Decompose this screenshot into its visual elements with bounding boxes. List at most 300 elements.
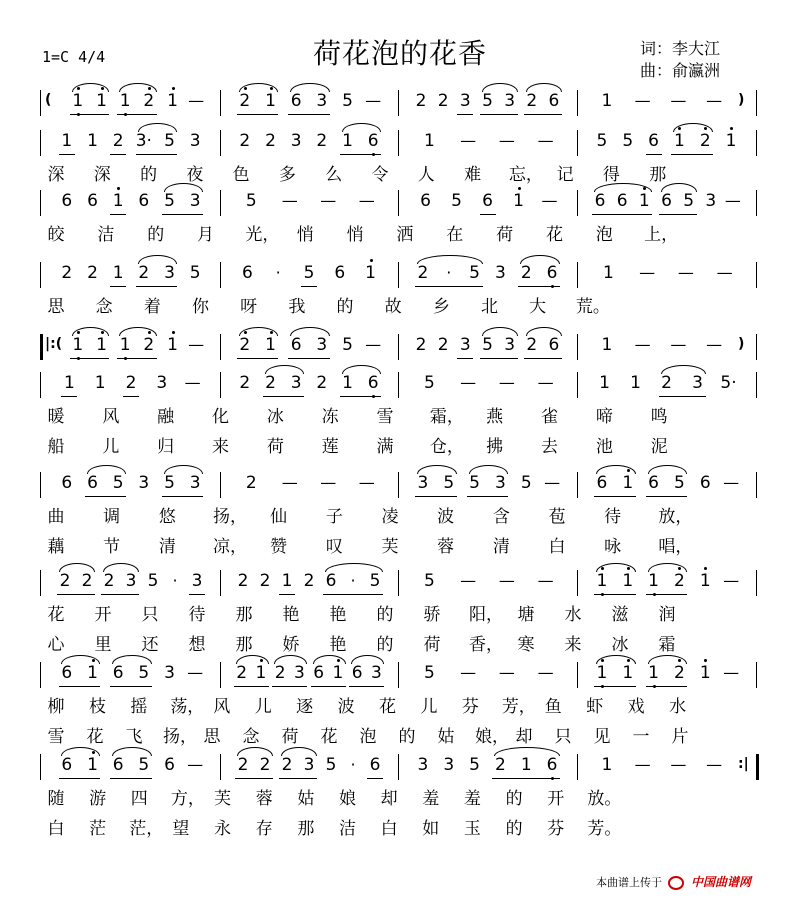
key-time-signature: 1=C 4/4 [42,48,106,66]
note: 1 [260,335,282,355]
lyrics-line [0,600,800,624]
lyric-char: 清 [492,537,510,557]
beam-underline [301,286,317,287]
slur [482,83,518,92]
lyric-char: 只 [141,605,159,625]
beam-underline [671,154,713,155]
slur [325,563,383,572]
beam-underline [524,358,562,359]
note: 5 [423,663,435,683]
note: 2 [81,571,93,591]
lyric-char: 仙 [270,507,288,527]
lyric-char: 荷 [496,225,514,245]
bar-line [398,754,399,780]
note: 2 [138,263,150,283]
bar-line [398,190,399,216]
note: 6 [548,335,560,355]
slur [119,83,157,92]
note: 2 [316,131,328,151]
lyric-char: 莲 [321,437,339,457]
note: 5 [369,571,381,591]
bar-line [577,372,578,398]
lyric-char: 羞 [422,789,440,809]
note: 5 [164,191,175,211]
lyric-char: 艳 [329,635,347,655]
slur [164,465,204,474]
note: 5 [342,335,353,355]
note: 2 [281,755,293,775]
lyric-char: 波 [337,697,355,717]
lyric-char: 蓉 [437,537,455,557]
lyric-char: 满 [376,437,394,457]
note: 1 [360,263,382,283]
lyric-char: 望 [172,819,190,839]
lyric-char: 娘， [475,727,509,747]
score-system [0,260,800,292]
note: 1 [67,335,89,355]
score-system [0,752,800,784]
lyric-char: 娘 [339,789,356,809]
lyric-char: 放， [658,507,693,527]
score-system [0,188,800,220]
slur [648,563,688,572]
lyric-char: 我 [288,297,306,317]
lyrics-line [0,220,800,244]
repeat-paren-close: ) [738,336,745,352]
lyric-char: 随 [47,789,65,809]
note: 1 [91,91,113,111]
note: 5 [245,191,257,211]
lyric-char: 风 [102,407,120,427]
note: 1 [601,335,613,355]
note: 3 [443,755,455,775]
lyric-char: 风 [213,697,231,717]
bar-line [220,754,221,780]
bar-line [577,472,578,498]
lyric-char: 拂 [486,437,504,457]
lyric-char: 见 [593,727,611,747]
note: — [498,571,515,590]
slur [648,465,688,474]
note: 5 [189,263,201,283]
note: 1 [162,335,184,355]
bar-line [398,262,399,288]
beam-underline [659,396,706,397]
note: — [639,263,656,282]
note: 2 [437,91,449,111]
note: — [634,91,651,110]
note: — [498,373,515,392]
lyric-char: 片 [671,727,689,747]
note: 2 [112,131,124,151]
lyric-char: 那 [235,605,253,625]
note: 1 [94,373,106,393]
lyric-char: 艳 [329,605,347,625]
note: — [723,663,740,682]
lyric-char: 夜 [186,165,204,185]
note: 5 [147,571,159,591]
note: 1 [599,373,610,393]
note: — [358,191,375,210]
note: — [188,335,205,354]
note: 6 [541,755,563,775]
note: 2 [265,131,276,151]
beam-underline [594,594,636,595]
lyric-char: 泡 [359,727,377,747]
slur [290,83,330,92]
lyric-char: 含 [492,507,510,527]
bar-line [398,570,399,596]
note: 5· [720,373,737,393]
lyric-char: 忘， [508,165,543,185]
slur [239,83,279,92]
note: 5 [138,663,150,683]
slur [342,123,382,132]
note: 3 [293,663,305,683]
note: — [670,335,687,354]
note: 2 [668,663,690,683]
slur [526,83,562,92]
note: — [706,335,723,354]
note: — [537,571,554,590]
slur [61,655,101,664]
note: 2 [125,373,137,393]
slur [281,747,317,756]
note: · [350,755,356,774]
beam-underline [235,778,273,779]
note: 2 [526,91,538,111]
note: — [537,373,554,392]
note: 3· [135,131,152,151]
lyric-char: 藕 [47,537,65,557]
beam-underline [263,396,305,397]
lyric-char: 洒 [396,225,414,245]
score-system [0,568,800,600]
beam-underline [349,686,384,687]
beam-underline [480,214,496,215]
lyric-char: 北 [481,297,498,317]
lyrics-line [0,630,800,654]
bar-line [40,130,41,156]
lyric-char: 逐 [296,697,314,717]
composer-credit: 曲：俞瀛洲 [640,61,721,80]
lyric-char: 难 [464,165,482,185]
lyric-char: 润 [658,605,676,625]
lyric-char: 那 [649,165,667,185]
beam-underline [85,496,127,497]
note: 6 [648,131,659,151]
beam-underline [518,286,560,287]
beam-underline [457,358,473,359]
lyric-char: 花 [320,727,338,747]
note: 5 [325,755,337,775]
note: — [187,663,204,682]
repeat-paren-close: :| [738,756,749,772]
note: — [706,755,723,774]
lyric-char: 姑 [437,727,455,747]
note: — [670,91,687,110]
lyric-char: 调 [103,507,121,527]
note: 2 [274,663,286,683]
beam-underline [101,594,139,595]
lyric-char: 凌 [381,507,399,527]
note: — [187,755,204,774]
lyric-char: 白 [380,819,398,839]
slur [417,465,457,474]
beam-underline [340,396,382,397]
bar-line [577,570,578,596]
note: 2 [236,663,248,683]
note: 3 [494,263,506,283]
note: 6 [648,473,659,493]
lyric-char: 色 [232,165,250,185]
beam-underline [59,686,101,687]
note: 6 [313,663,325,683]
beam-underline [480,358,518,359]
note: 1 [87,131,98,151]
lyric-char: 那 [297,819,315,839]
note: 1 [327,663,349,683]
lyric-char: 儿 [102,437,120,457]
lyric-char: 虾 [586,697,604,717]
note: 2 [239,373,251,393]
note: 1 [602,263,614,283]
beam-underline [136,286,178,287]
lyric-char: 想 [188,635,206,655]
lyric-char: 荷 [423,635,441,655]
bar-line [398,130,399,156]
slur [482,327,518,336]
lyric-char: 艳 [282,605,300,625]
bar-line [220,334,221,360]
lyric-char: 荡， [170,697,205,717]
lyric-char: 去 [541,437,558,457]
beam-underline [70,114,110,115]
note: 3 [417,473,429,493]
note: 1 [591,663,613,683]
song-title: 荷花泡的花香 [312,37,487,70]
note: 5 [622,131,634,151]
lyric-char: 光， [245,225,280,245]
lyric-char: 冻 [321,407,339,427]
note: 6 [290,91,302,111]
note: 5 [303,263,315,283]
slur [138,255,178,264]
note: 5 [342,91,353,111]
lyric-char: 波 [437,507,455,527]
note: 1 [617,663,639,683]
bar-line [398,334,399,360]
note: — [358,473,375,492]
beam-underline [61,396,77,397]
note: 2 [661,373,672,393]
note: 1 [281,571,293,591]
note: 6 [548,91,560,111]
note: 6 [362,131,384,151]
bar-line [220,570,221,596]
beam-underline [110,214,126,215]
bar-line [398,90,399,116]
note: · [275,263,281,282]
bar-line [577,90,578,116]
lyric-char: 滋 [611,605,629,625]
note: 1 [342,131,353,151]
beam-underline [288,358,330,359]
lyric-char: 芳。 [587,819,622,839]
lyric-char: 深 [47,165,65,185]
note: 5 [164,131,175,151]
slur [417,255,483,264]
lyric-char: 叹 [325,537,343,557]
lyrics-line [0,722,800,746]
beam-underline [646,594,688,595]
bar-line [398,662,399,688]
slur [526,327,562,336]
repeat-paren-open: |:( [45,336,63,352]
note: — [498,663,515,682]
note: 1 [694,571,716,591]
note: 6 [362,373,384,393]
bar-line [220,130,221,156]
slur [87,465,127,474]
note: 3 [504,335,516,355]
lyric-char: 仓， [429,437,464,457]
lyric-char: 寒 [517,635,535,655]
lyric-char: 姑 [297,789,315,809]
note: 6 [541,263,563,283]
lyric-char: 儿 [254,697,272,717]
lyric-char: 白 [548,537,566,557]
lyric-char: 花 [545,225,563,245]
note: 1 [617,473,639,493]
note: 2 [87,263,98,283]
note: 3 [459,91,471,111]
bar-line [756,754,759,780]
lyric-char: 茫， [129,819,164,839]
slur [138,123,178,132]
bar-line [220,190,221,216]
beam-underline [237,114,279,115]
lyric-char: 枝 [88,697,106,717]
repeat-paren-close: ) [738,92,745,108]
slur [103,563,139,572]
bar-line [220,472,221,498]
slur [673,123,713,132]
note: 3 [692,373,703,393]
lyric-char: 燕 [486,407,504,427]
note: 3 [191,571,203,591]
lyric-char: 白 [47,819,65,839]
note: 5 [423,571,435,591]
upload-text: 本曲谱上传于 [596,876,662,889]
beam-underline [237,358,279,359]
bar-line [220,372,221,398]
note: 2 [245,473,257,493]
lyric-char: 子 [325,507,343,527]
score-system [0,332,800,364]
slur [596,655,636,664]
note: 6 [138,191,150,211]
bar-line [40,570,41,596]
slur [239,327,279,336]
bar-line [40,754,41,780]
slur [596,563,636,572]
note: 3 [164,263,175,283]
footer-watermark [596,873,751,890]
note: — [716,263,733,282]
lyric-char: 的 [398,727,416,747]
beam-underline [415,496,457,497]
slur [351,655,384,664]
slur [313,655,346,664]
bar-line [756,190,757,216]
beam-underline [467,496,509,497]
note: 5 [112,473,124,493]
site-name: 中国曲谱网 [691,875,752,889]
note: 2 [316,373,328,393]
note: 3 [316,91,328,111]
slur [661,365,706,374]
lyrics-line [0,502,800,526]
note: — [537,663,554,682]
bar-line [756,130,757,156]
bar-line [220,90,221,116]
note: 2 [694,131,716,151]
bar-line [398,472,399,498]
lyrics-line [0,784,800,808]
note: 6 [164,755,175,775]
lyric-char: 念 [242,727,260,747]
note: 5 [469,263,480,283]
lyric-char: 四 [130,789,148,809]
note: 1 [643,571,665,591]
slur [342,365,382,374]
note: 1 [633,191,655,211]
lyric-char: 令 [371,165,389,185]
note: — [723,571,740,590]
lyric-char: 阳， [469,605,503,625]
lyric-char: 节 [103,537,121,557]
lyric-char: 那 [235,635,253,655]
beam-underline [311,686,346,687]
lyric-char: 茫 [89,819,107,839]
bar-line [756,662,757,688]
lyric-char: 念 [95,297,113,317]
bar-line [756,570,757,596]
lyric-char: 芙 [214,789,232,809]
lyric-char: 荷 [281,727,299,747]
lyric-char: 雪 [47,727,65,747]
lyrics-line [0,160,800,184]
slur [72,83,110,92]
note: 2 [237,755,249,775]
beam-underline [492,778,560,779]
score-system [0,128,800,160]
note: 2 [103,571,115,591]
lyric-char: 还 [141,635,159,655]
note: 1 [342,373,353,393]
bar-line [577,130,578,156]
lyric-char: 永 [214,819,232,839]
slur [274,655,307,664]
lyric-char: 心 [47,635,65,655]
note: 1 [114,91,136,111]
octave-up-dot [117,187,120,190]
note: 5 [164,473,175,493]
lyric-char: 水 [669,697,687,717]
lyric-char: 得 [602,165,620,185]
beam-underline [117,358,157,359]
